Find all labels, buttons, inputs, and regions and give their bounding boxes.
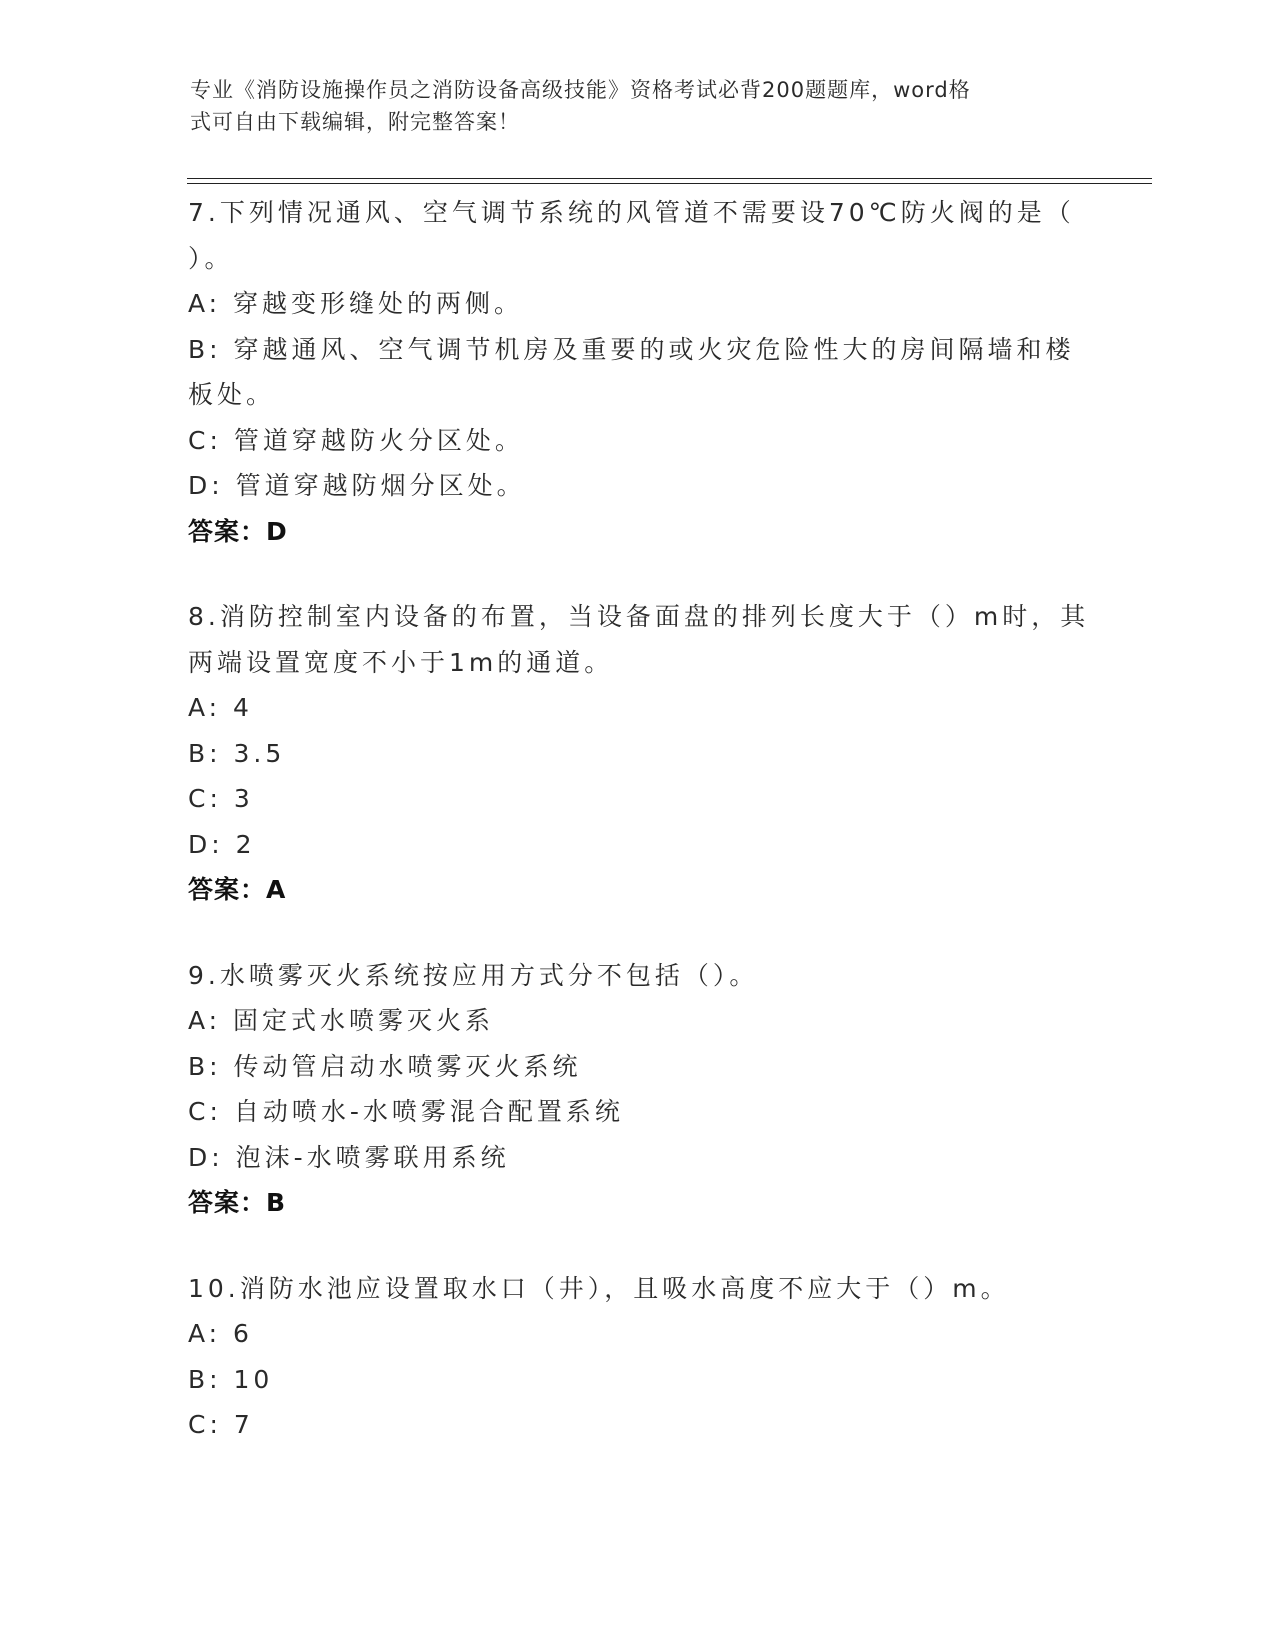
header-divider-top bbox=[187, 178, 1152, 179]
option-d: D: 2 bbox=[188, 829, 256, 859]
option-b: B: 10 bbox=[188, 1364, 274, 1394]
option-b: B: 传动管启动水喷雾灭火系统 bbox=[188, 1051, 582, 1081]
option-a: A: 固定式水喷雾灭火系 bbox=[188, 1006, 495, 1035]
question-text: 10.消防水池应设置取水口（井），且吸水高度不应大于（）m。 bbox=[188, 1273, 1010, 1303]
question-7 bbox=[188, 190, 1088, 554]
answer: 答案：D bbox=[188, 516, 288, 546]
question-text-continued: 两端设置宽度不小于1m的通道。 bbox=[188, 647, 614, 677]
header-divider-bottom bbox=[187, 183, 1152, 184]
question-list bbox=[188, 190, 1088, 1488]
option-b-continued: 板处。 bbox=[188, 380, 276, 409]
option-a: A: 6 bbox=[188, 1319, 253, 1348]
answer: 答案：A bbox=[188, 875, 287, 904]
option-b: B: 3.5 bbox=[188, 738, 286, 768]
question-text: 8.消防控制室内设备的布置，当设备面盘的排列长度大于（）m时，其 bbox=[188, 602, 1090, 631]
option-d: D: 泡沫-水喷雾联用系统 bbox=[188, 1142, 510, 1172]
header-line-2: 式可自由下载编辑，附完整答案！ bbox=[190, 110, 520, 134]
document-header bbox=[190, 74, 1070, 138]
answer: 答案：B bbox=[188, 1188, 287, 1217]
option-a: A: 穿越变形缝处的两侧。 bbox=[188, 289, 524, 318]
option-c: C: 自动喷水-水喷雾混合配置系统 bbox=[188, 1097, 624, 1126]
question-text: 7.下列情况通风、空气调节系统的风管道不需要设70℃防火阀的是（ bbox=[188, 198, 1075, 227]
question-10 bbox=[188, 1266, 1088, 1448]
question-8 bbox=[188, 594, 1088, 913]
header-line-1: 专业《消防设施操作员之消防设备高级技能》资格考试必背200题题库，word格 bbox=[190, 78, 971, 102]
option-c: C: 3 bbox=[188, 784, 254, 813]
option-c: C: 7 bbox=[188, 1410, 254, 1439]
option-a: A: 4 bbox=[188, 693, 253, 722]
question-9 bbox=[188, 953, 1088, 1226]
question-text: 9.水喷雾灭火系统按应用方式分不包括（）。 bbox=[188, 960, 759, 990]
option-c: C: 管道穿越防火分区处。 bbox=[188, 425, 524, 455]
option-b: B: 穿越通风、空气调节机房及重要的或火灾危险性大的房间隔墙和楼 bbox=[188, 334, 1075, 364]
question-text-continued: ）。 bbox=[188, 243, 234, 273]
option-d: D: 管道穿越防烟分区处。 bbox=[188, 471, 526, 500]
